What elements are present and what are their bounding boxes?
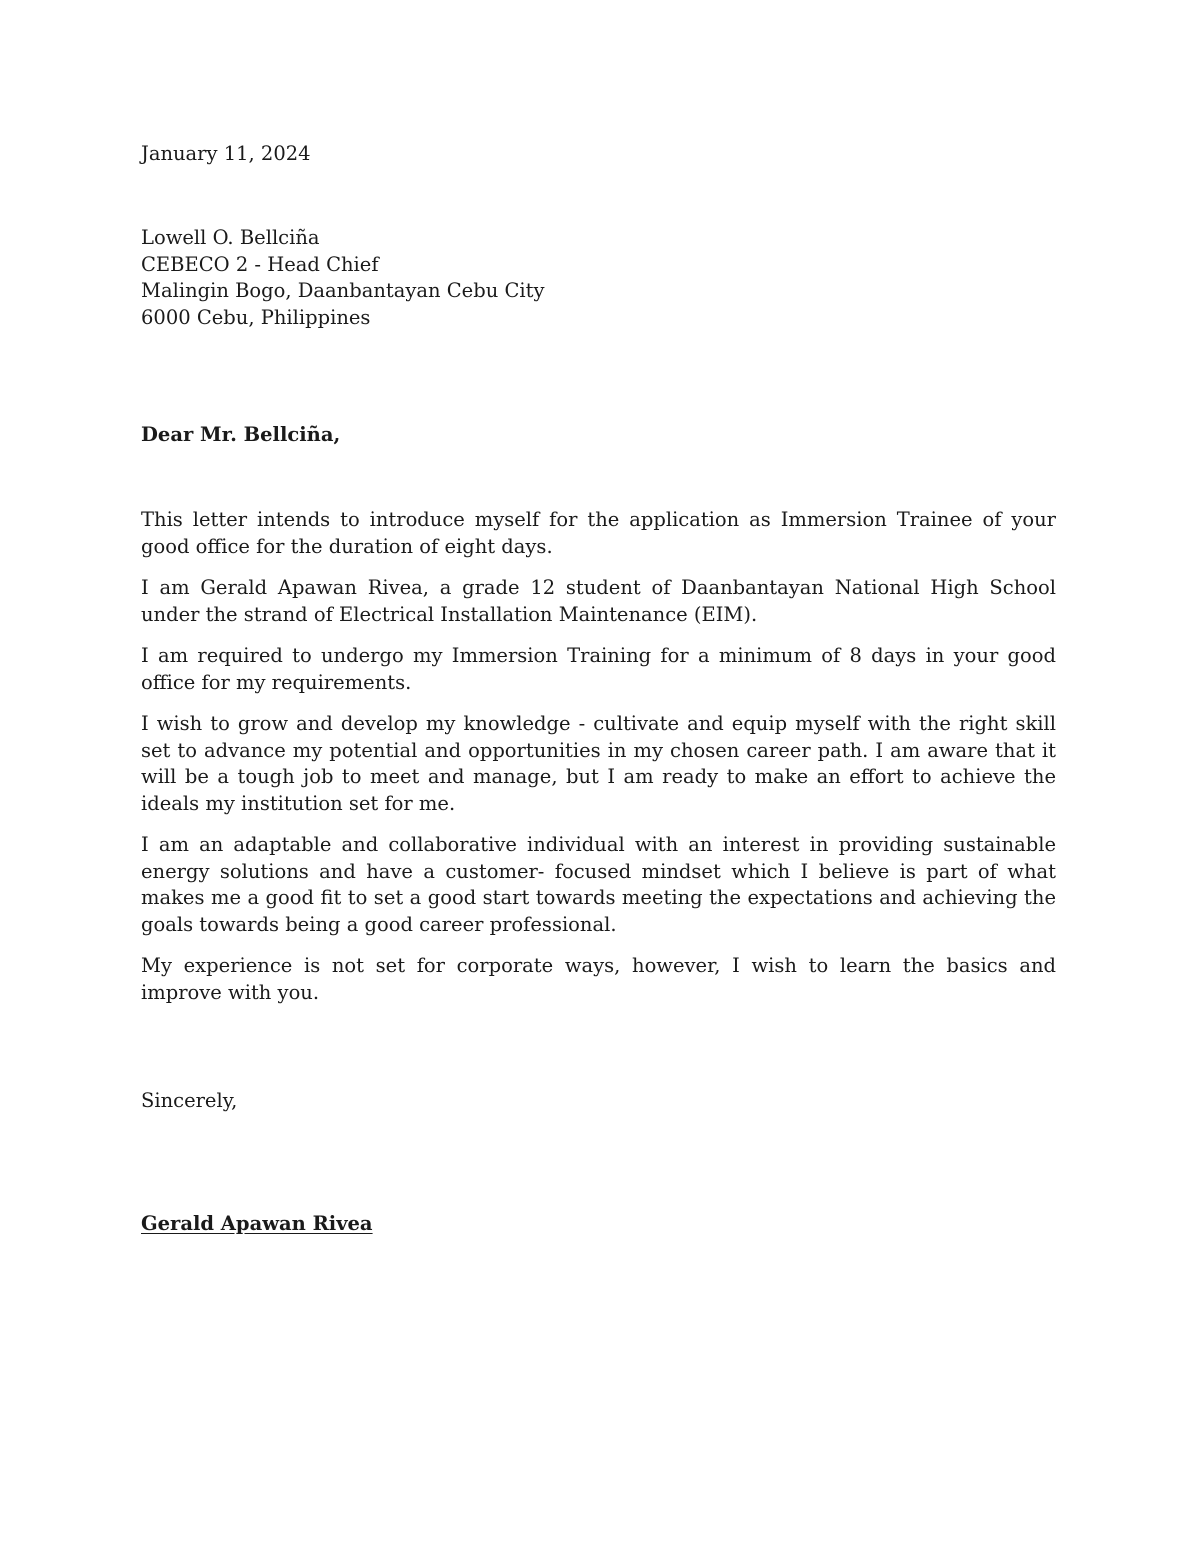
body-paragraph: This letter intends to introduce myself for the application as Immersion Trainee of your good office for the duration of eight days. (141, 508, 1056, 558)
recipient-address-line1: Malingin Bogo, Daanbantayan Cebu City (141, 279, 545, 302)
body-paragraph: I am an adaptable and collaborative individual with an interest in providing sustainable energy solutions and have a customer- focused mindset which I believe is part of what makes me a good fit to set a good start towards meeting the expectations and achieving the goals towards being a good career professional. (141, 833, 1056, 936)
letter-body (141, 507, 1056, 1021)
body-paragraph: My experience is not set for corporate ways, however, I wish to learn the basics and improve with you. (141, 954, 1056, 1004)
recipient-position: CEBECO 2 - Head Chief (141, 252, 379, 276)
recipient-name: Lowell O. Bellciña (141, 226, 320, 249)
body-paragraph: I wish to grow and develop my knowledge - cultivate and equip myself with the right skill set to advance my potential and opportunities in my chosen career path. I am aware that it will be a tough job to meet and manage, but I am ready to make an effort to achieve the ideals my institution set for me. (141, 712, 1056, 815)
recipient-address-line2: 6000 Cebu, Philippines (141, 305, 371, 329)
signature-name: Gerald Apawan Rivea (141, 1212, 373, 1235)
body-paragraph: I am Gerald Apawan Rivea, a grade 12 student of Daanbantayan National High School under the strand of Electrical Installation Maintenance (EIM). (141, 576, 1056, 626)
letter-date: January 11, 2024 (141, 142, 311, 165)
salutation: Dear Mr. Bellciña, (141, 423, 341, 446)
body-paragraph: I am required to undergo my Immersion Training for a minimum of 8 days in your good office for my requirements. (141, 644, 1056, 694)
recipient-address (141, 225, 1056, 331)
closing: Sincerely, (141, 1089, 238, 1112)
